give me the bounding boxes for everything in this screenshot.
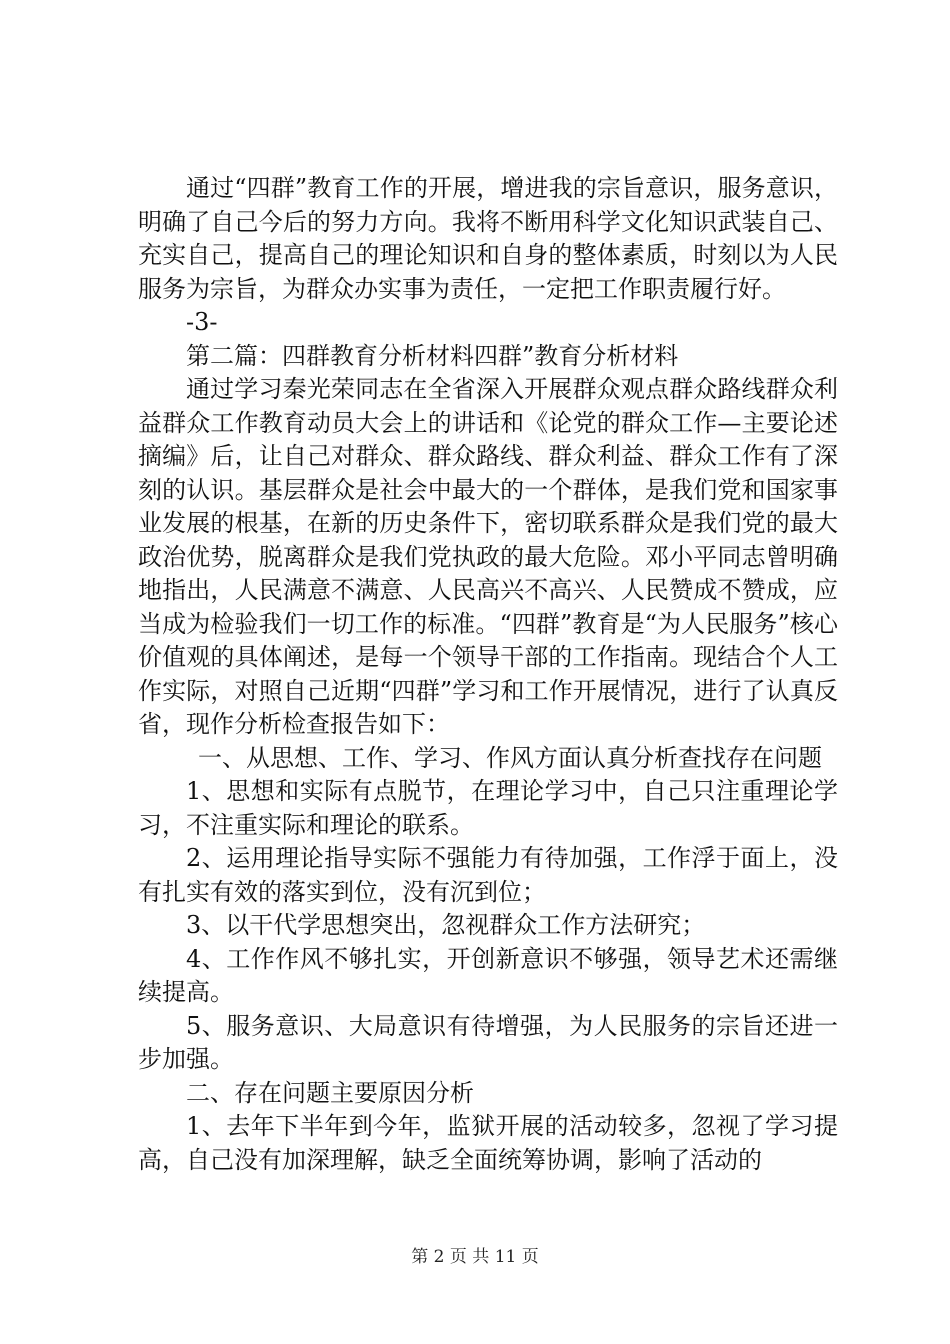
paragraph-conclusion: 通过“四群”教育工作的开展，增进我的宗旨意识，服务意识，明确了自己今后的努力方向。我将不断用科学文化知识武装自己、充实自己，提高自己的理论知识和自身的整体素质，时刻以为人民服务为宗旨，为群众办实事为责任，一定把工作职责履行好。	[138, 174, 838, 303]
page-footer: 第 2 页 共 11 页	[411, 1247, 539, 1267]
section-title: 第二篇：四群教育分析材料四群”教育分析材料	[186, 341, 679, 370]
list-item: 2、运用理论指导实际不强能力有待加强，工作浮于面上，没有扎实有效的落实到位，没有沉到位；	[138, 844, 838, 906]
document-body	[138, 172, 838, 1177]
page-marker: -3-	[186, 308, 218, 336]
paragraph-intro: 通过学习秦光荣同志在全省深入开展群众观点群众路线群众利益群众工作教育动员大会上的讲话和《论党的群众工作—主要论述摘编》后，让自己对群众、群众路线、群众利益、群众工作有了深刻的认识。基层群众是社会中最大的一个群体，是我们党和国家事业发展的根基，在新的历史条件下，密切联系群众是我们党的最大政治优势，脱离群众是我们党执政的最大危险。邓小平同志曾明确地指出，人民满意不满意、人民高兴不高兴、人民赞成不赞成，应当成为检验我们一切工作的标准。“四群”教育是“为人民服务”核心价值观的具体阐述，是每一个领导干部的工作指南。现结合个人工作实际，对照自己近期“四群”学习和工作开展情况，进行了认真反省，现作分析检查报告如下：	[138, 375, 838, 738]
heading-problems: 一、从思想、工作、学习、作风方面认真分析查找存在问题	[198, 743, 822, 772]
list-item: 1、去年下半年到今年，监狱开展的活动较多，忽视了学习提高，自己没有加深理解，缺乏全面统筹协调，影响了活动的	[138, 1112, 838, 1174]
heading-causes: 二、存在问题主要原因分析	[186, 1078, 474, 1107]
list-item: 3、以干代学思想突出，忽视群众工作方法研究；	[186, 911, 706, 939]
list-item: 5、服务意识、大局意识有待增强，为人民服务的宗旨还进一步加强。	[138, 1011, 838, 1073]
list-item: 4、工作作风不够扎实，开创新意识不够强，领导艺术还需继续提高。	[138, 944, 838, 1006]
list-item: 1、思想和实际有点脱节，在理论学习中，自己只注重理论学习，不注重实际和理论的联系。	[138, 777, 838, 839]
